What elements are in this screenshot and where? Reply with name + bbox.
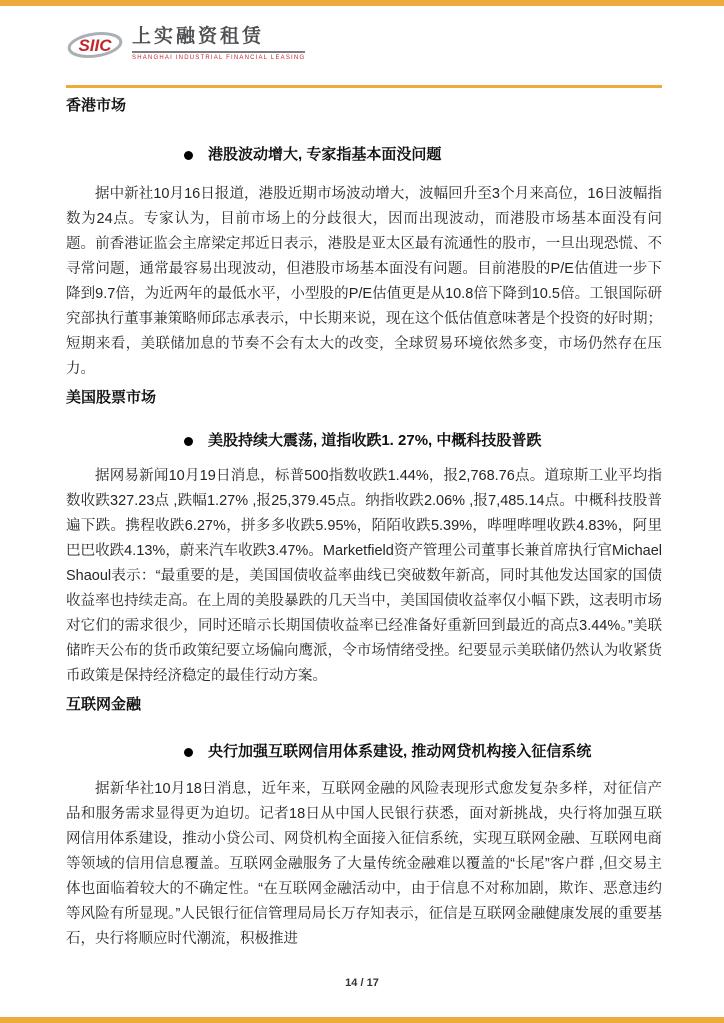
company-logo <box>66 26 662 76</box>
section-title-hong-kong-market: 香港市场 <box>66 97 127 114</box>
article-headline <box>184 144 662 166</box>
bullet-icon <box>184 437 193 446</box>
bottom-gold-border <box>0 1017 724 1023</box>
company-name-english: SHANGHAI INDUSTRIAL FINANCIAL LEASING <box>132 55 306 61</box>
article-headline-text: 港股波动增大, 专家指基本面没问题 <box>208 146 442 163</box>
article-body: 据中新社10月16日报道，港股近期市场波动增大，波幅回升至3个月来高位，16日波幅指数为24点。专家认为，目前市场上的分歧很大，因而出现波动，而港股市场基本面没有问题。前香港证监会主席梁定邦近日表示，港股是亚太区最有流通性的股市，一旦出现恐慌、不寻常问题，通常最容易出现波动，但港股市场基本面没有问题。目前港股的P/E估值进一步下降到9.7倍，为近两年的最低水平，小型股的P/E估值更是从10.8倍下降到10.5倍。工银国际研究部执行董事兼策略师邱志承表示，中长期来说，现在这个低估值意味著是个投资的好时期；短期来看，美联储加息的节奏不会有太大的改变，全球贸易环境依然多变，市场仍然存在压力。 <box>66 186 662 377</box>
top-gold-border <box>0 0 724 6</box>
siic-logo-text: SIIC <box>78 36 112 55</box>
company-name: 上实融资租赁 <box>132 26 305 53</box>
section-title-us-stock-market: 美国股票市场 <box>66 389 157 406</box>
header-divider <box>66 85 662 88</box>
article-headline <box>184 741 662 763</box>
bullet-icon <box>184 748 193 757</box>
bullet-icon <box>184 151 193 160</box>
article-body: 据网易新闻10月19日消息，标普500指数收跌1.44%，报2,768.76点。道琼斯工业平均指数收跌327.23点 ,跌幅1.27% ,报25,379.45点。纳指收跌2.06% ,报7,485.14点。中概科技股普遍下跌。携程收跌6.27%，拼多多收跌5.95%，陌陌收跌5.39%，哔哩哔哩收跌4.83%，阿里巴巴收跌4.13%，蔚来汽车收跌3.47%。Marketfield资产管理公司董事长兼首席执行官Michael Shaoul表示：“最重要的是，美国国债收益率曲线已突破数年新高，同时其他发达国家的国债收益率也持续走高。在上周的美股暴跌的几天当中，美国国债收益率仅小幅下跌，这表明市场对它们的需求很少，同时还暗示长期国债收益率已经准备好重新回到最近的高点3.44%。”美联储昨天公布的货币政策纪要立场偏向鹰派，令市场情绪受挫。纪要显示美联储仍然认为收紧货币政策是保持经济稳定的最佳行动方案。 <box>66 468 662 684</box>
siic-logo-icon <box>66 26 124 66</box>
article-body: 据新华社10月18日消息，近年来，互联网金融的风险表现形式愈发复杂多样，对征信产品和服务需求显得更为迫切。记者18日从中国人民银行获悉，面对新挑战，央行将加强互联网信用体系建设，推动小贷公司、网贷机构全面接入征信系统，实现互联网金融、互联网电商等领域的信用信息覆盖。互联网金融服务了大量传统金融难以覆盖的“长尾”客户群 ,但交易主体也面临着较大的不确定性。“在互联网金融活动中，由于信息不对称加剧，欺诈、恶意违约等风险有所显现。”人民银行征信管理局局长万存知表示，征信是互联网金融健康发展的重要基石，央行将顺应时代潮流，积极推进 <box>66 781 662 947</box>
article-headline-text: 美股持续大震荡, 道指收跌1. 27%, 中概科技股普跌 <box>208 432 542 449</box>
page-number: 14 / 17 <box>345 977 379 989</box>
section-title-internet-finance: 互联网金融 <box>66 696 142 713</box>
article-headline-text: 央行加强互联网信用体系建设, 推动网贷机构接入征信系统 <box>208 743 592 760</box>
article-headline <box>184 430 662 452</box>
logo-text-block <box>132 26 305 61</box>
